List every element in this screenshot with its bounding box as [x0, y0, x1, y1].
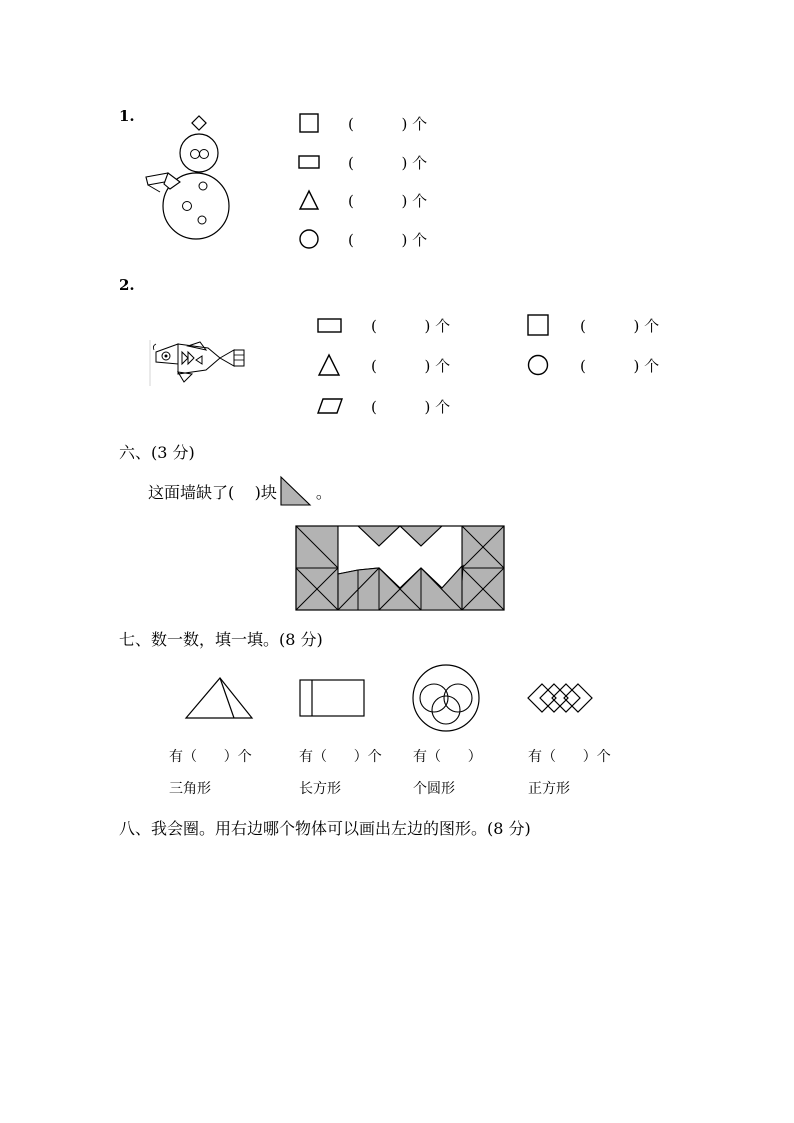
q1-answer-square [298, 111, 427, 135]
q2-answer-parallelogram [316, 394, 450, 418]
q1-answer-circle [298, 227, 427, 251]
count-square-label: 正方形 [528, 781, 570, 797]
diamond-squares-figure [526, 682, 594, 714]
q1-answer-rectangle [298, 150, 427, 174]
q1-answer-triangle [298, 188, 427, 212]
grey-triangle-tile-icon [279, 475, 313, 507]
wall-tiles-figure [296, 526, 504, 610]
section-6-title: 六、(3 分) [119, 443, 195, 462]
q2-answer-blank[interactable]: ( ) 个 [371, 356, 451, 375]
count-rectangle-blank[interactable]: 有（ ）个 [299, 749, 382, 765]
prompt-text-before: 这面墙缺了( [148, 482, 235, 502]
q2-answer-blank[interactable]: ( ) 个 [580, 316, 660, 335]
q1-answer-blank[interactable]: ( ) 个 [348, 114, 428, 133]
q2-answer-blank[interactable]: ( ) 个 [371, 397, 451, 416]
section-8-title: 八、我会圈。用右边哪个物体可以画出左边的图形。(8 分) [119, 819, 531, 838]
q2-answer-circle [526, 353, 659, 377]
prompt-text-after: 。 [315, 482, 332, 502]
q2-answer-triangle [316, 353, 450, 377]
square-icon [526, 314, 550, 336]
q1-answer-blank[interactable]: ( ) 个 [348, 230, 428, 249]
question-2-number: 2. [119, 276, 135, 294]
missing-count-blank[interactable]: )块 [234, 482, 277, 502]
square-icon [298, 112, 320, 134]
rectangle-count-figure [298, 678, 366, 718]
circle-icon [526, 354, 550, 376]
count-triangle-label: 三角形 [169, 781, 211, 797]
triangle-count-figure [184, 676, 254, 720]
count-square-blank[interactable]: 有（ ）个 [528, 749, 611, 765]
section-7-title: 七、数一数，填一填。(8 分) [119, 630, 323, 649]
count-circle-label: 个圆形 [413, 781, 455, 797]
count-rectangle-label: 长方形 [299, 781, 341, 797]
rectangle-icon [316, 314, 344, 336]
count-triangle-blank[interactable]: 有（ ）个 [169, 749, 252, 765]
rectangle-icon [298, 151, 320, 173]
circle-count-figure [410, 662, 482, 734]
q2-answer-square [526, 313, 659, 337]
circle-icon [298, 228, 320, 250]
section-6-prompt [148, 474, 332, 508]
count-circle-blank[interactable]: 有（ ） [413, 749, 482, 765]
q2-answer-rectangle [316, 313, 450, 337]
triangle-icon [298, 189, 320, 211]
triangle-icon [316, 354, 344, 376]
q2-answer-blank[interactable]: ( ) 个 [371, 316, 451, 335]
q1-answer-blank[interactable]: ( ) 个 [348, 153, 428, 172]
question-1-number: 1. [119, 107, 135, 125]
fish-figure [148, 338, 248, 388]
q1-answer-blank[interactable]: ( ) 个 [348, 191, 428, 210]
snowman-figure [138, 115, 238, 250]
parallelogram-icon [316, 395, 344, 417]
q2-answer-blank[interactable]: ( ) 个 [580, 356, 660, 375]
